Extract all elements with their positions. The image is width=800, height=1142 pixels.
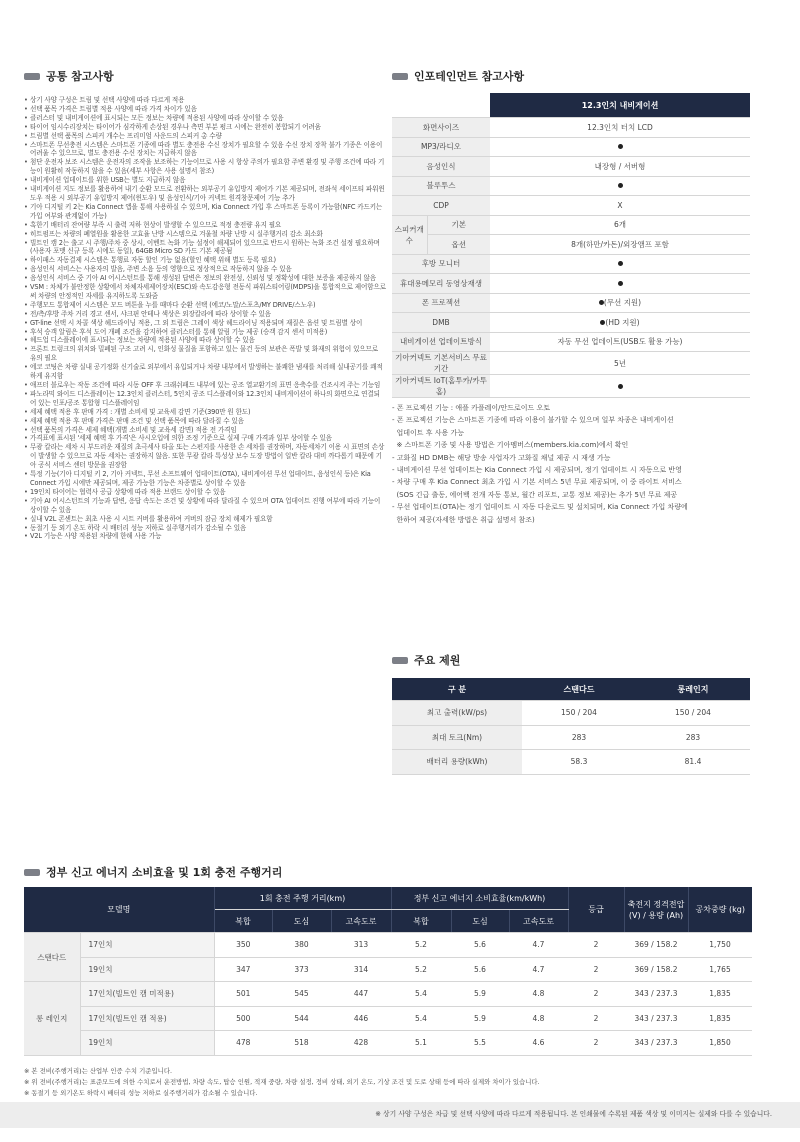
note-item: • 음성인식 서비스는 사용자의 발음, 주변 소음 등의 영향으로 정상적으로 작동하지 않을 수 있음: [24, 265, 386, 274]
infotainment-table: [392, 93, 750, 398]
note-item: • 애프터 블로우는 작동 조건에 따라 시동 OFF 후 크래쉬패드 내부에 있는 공조 열교환기의 표면 응축수를 건조시켜 주는 기능임: [24, 381, 386, 390]
energy-value: 313: [331, 933, 391, 958]
spec-row-value: 283: [636, 725, 750, 750]
note-item: • 트림별 선택 품목의 스피커 개수는 프리미엄 사운드의 스피커 총 수량: [24, 132, 386, 141]
note-item: • 상기 사양 구성은 트림 및 선택 사양에 따라 다르게 적용: [24, 96, 386, 105]
filled-dot-icon: [600, 320, 605, 325]
info-note-line: - 폰 프로젝션 기능은 스마트폰 기종에 따라 이용이 불가할 수 있으며 일부 차종은 내비게이션: [392, 416, 674, 425]
filled-dot-icon: [618, 261, 623, 266]
info-header-cell: 12.3인치 내비게이션: [490, 93, 750, 118]
spec-header-cell: 롱레인지: [636, 678, 750, 701]
energy-value: 5.1: [391, 1031, 451, 1056]
energy-value: 369 / 158.2: [624, 933, 688, 958]
section-marker: [24, 869, 40, 876]
info-row-value: [490, 375, 750, 398]
info-row-label: 기아커넥트 기본서비스 무료기간: [392, 352, 490, 375]
note-item: • 헤드업 디스플레이에 표시되는 정보는 차량에 적용된 사양에 따라 상이할 수 있음: [24, 336, 386, 345]
spec-row-label: 배터리 용량(kWh): [392, 750, 522, 775]
energy-header-battery: 축전지 정격전압 (V) / 용량 (Ah): [624, 887, 688, 933]
energy-value: 4.7: [509, 957, 568, 982]
note-item: • 파노라믹 와이드 디스플레이는 12.3인치 클러스터, 5인치 공조 디스플레이와 12.3인치 내비게이션이 하나의 화면으로 연결되어 있는 인포/공조 통합형 디스플레이임: [24, 390, 386, 408]
note-item: • 선택 품목 가격은 트림별 적용 사양에 따라 가격 차이가 있음: [24, 105, 386, 114]
info-row-value: 12.3인치 터치 LCD: [490, 118, 750, 138]
note-item: • V2L 기능은 사양 적용된 차량에 한해 사용 가능: [24, 532, 386, 541]
energy-value: 380: [272, 933, 331, 958]
energy-subheader-cell: 복합: [391, 910, 451, 933]
infotainment-title-text: 인포테인먼트 참고사항: [414, 70, 525, 83]
info-row: [392, 293, 750, 313]
info-note-line: ※ 스마트폰 기종 및 사용 방법은 기아멤버스(members.kia.com)에서 확인: [392, 441, 629, 450]
note-item: • 19인치 타이어는 협력사 공급 상황에 따라 적용 브랜드 상이할 수 있음: [24, 488, 386, 497]
info-row-label: MP3/라디오: [392, 137, 490, 157]
energy-value: 2: [568, 933, 624, 958]
energy-value: 2: [568, 1031, 624, 1056]
energy-subheader-cell: 도심: [451, 910, 509, 933]
energy-header-range: 1회 충전 주행 거리(km): [214, 887, 391, 910]
note-item: • 기아 AI 어시스턴트의 기능과 답변, 응답 속도는 조건 및 상황에 따라 달라질 수 있으며 OTA 업데이트 진행 여부에 따라 기능이 상이할 수 있음: [24, 497, 386, 515]
info-row: [392, 118, 750, 138]
info-note-line: - 폰 프로젝션 기능 : 애플 카플레이/안드로이드 오토: [392, 404, 551, 412]
energy-value: 5.4: [391, 1006, 451, 1031]
note-item: • 하이패스 자동결제 시스템은 통행료 자동 할인 기능 없음(할인 혜택 위해 별도 등록 필요): [24, 256, 386, 265]
specs-title-text: 주요 제원: [414, 654, 461, 667]
section-marker: [392, 73, 408, 80]
info-row-value: [490, 274, 750, 294]
energy-value: 1,850: [688, 1031, 752, 1056]
note-item: • 스마트폰 무선충전 시스템은 스마트폰 기종에 따라 별도 충전용 수신 장치가 필요할 수 있음 수신 장치 장착 불가 기종은 이용이 어려울 수 있으므로, 별도 충전용 수신 장치는 지급하지 않음: [24, 141, 386, 159]
energy-subheader-cell: 도심: [272, 910, 331, 933]
info-row-label: 기아커넥트 IoT(홈투카/카투홈): [392, 375, 490, 398]
energy-value: 5.6: [451, 957, 509, 982]
specs-title: [392, 652, 460, 668]
energy-table: [24, 887, 752, 1056]
note-item: • 프론트 트렁크의 위치와 밀폐된 구조 고려 시, 인화성 물질을 포함하고 있는 물건 등의 보관은 폭발 및 화재의 위험이 있으므로 유의 필요: [24, 345, 386, 363]
note-item: • 가격표에 표시된 '세제 혜택 후 가격'은 사시오입에 의한 조정 기준으로 실제 구매 가격과 일부 상이할 수 있음: [24, 434, 386, 443]
energy-subheader-cell: 복합: [214, 910, 272, 933]
info-row-label: 내비게이션 업데이트방식: [392, 332, 490, 352]
spec-row: [392, 750, 750, 775]
energy-value: 5.9: [451, 982, 509, 1007]
spec-row-value: 150 / 204: [522, 701, 636, 726]
info-row-label: 블루투스: [392, 176, 490, 196]
energy-value: 343 / 237.3: [624, 1031, 688, 1056]
note-item: • 특정 기능(기아 디지털 키 2, 기아 커넥트, 무선 소프트웨어 업데이트(OTA), 내비게이션 무선 업데이트, 음성인식 등)은 Kia Connect 가입 시에만 제공되며, 제공 가능한 기능은 차종별로 상이할 수 있음: [24, 470, 386, 488]
info-row-value: (HD 지원): [490, 313, 750, 333]
info-row-value: 8개(하만/카돈)/외장앰프 포함: [490, 235, 750, 255]
energy-header-grade: 등급: [568, 887, 624, 933]
info-row: [392, 137, 750, 157]
energy-value: 5.2: [391, 957, 451, 982]
energy-value: 4.7: [509, 933, 568, 958]
note-item: • 세제 혜택 적용 후 판매 가격 : 개별 소비세 및 교육세 감면 기준(390만 원 한도): [24, 408, 386, 417]
section-marker: [24, 73, 40, 80]
info-header-row: [392, 93, 750, 118]
info-row-value: 6개: [490, 215, 750, 235]
info-row-value: 내장형 / 서버형: [490, 157, 750, 177]
common-notes-title-text: 공통 참고사항: [46, 70, 114, 83]
energy-value: 446: [331, 1006, 391, 1031]
energy-group-label: 스탠다드: [24, 933, 80, 982]
info-row: [392, 176, 750, 196]
info-row: [392, 254, 750, 274]
info-note-line: - 무선 업데이트(OTA)는 정기 업데이트 시 자동 다운로드 및 설치되며, Kia Connect 가입 차량에: [392, 503, 688, 512]
info-row-label: DMB: [392, 313, 490, 333]
energy-value: 5.6: [451, 933, 509, 958]
info-row-value: [490, 254, 750, 274]
energy-trim-label: 19인치: [80, 1031, 214, 1056]
info-note-line: - 고화질 HD DMB는 해당 방송 사업자가 고화질 채널 제공 시 재생 가능: [392, 453, 611, 462]
energy-header-weight: 공차중량 (kg): [688, 887, 752, 933]
spec-row-label: 최고 출력(kW/ps): [392, 701, 522, 726]
note-item: • 후석 승객 알림은 후석 도어 개폐 조건을 감지하여 클러스터를 통해 알림 기능 제공 (승객 감지 센서 미적용): [24, 328, 386, 337]
note-item: • VSM : 차체가 불안정한 상황에서 차체자세제어장치(ESC)와 속도감응형 전동식 파워스티어링(MDPS)을 통합적으로 제어함으로써 차량의 안정적인 자세를 유지하도록 도와줌: [24, 283, 386, 301]
info-row: [392, 332, 750, 352]
energy-value: 5.4: [391, 982, 451, 1007]
note-item: • 전/측/후방 주차 거리 경고 센서, 샤크핀 안테나 색상은 외장칼라에 따라 상이할 수 있음: [24, 310, 386, 319]
spec-row-label: 최대 토크(Nm): [392, 725, 522, 750]
energy-value: 5.2: [391, 933, 451, 958]
spec-row-value: 58.3: [522, 750, 636, 775]
energy-header-row: [24, 887, 752, 910]
energy-value: 447: [331, 982, 391, 1007]
note-item: • 혹한기 배터리 잔여량 부족 시 출력 저하 현상이 발생할 수 있으므로 적정 충전량 유지 필요: [24, 221, 386, 230]
info-row: [392, 375, 750, 398]
info-row-label: 후방 모니터: [392, 254, 490, 274]
info-row: [392, 157, 750, 177]
spec-table: [392, 678, 750, 775]
filled-dot-icon: [599, 300, 604, 305]
note-item: • 무광 칼라는 세차 시 부드러운 재질의 초극세사 타올 또는 스펀지를 사용한 손 세차를 권장하며, 자동세차기 이용 시 표면의 손상이 발생할 수 있으므로 자동 세차는 권장하지 않음. 또한 무광 칼라 특성상 보수 도장 방법이 일반 칼라 대비 까다롭기 때문에 기아 공식 서비스 센터 방문을 권장함: [24, 443, 386, 470]
info-note-line: 한하여 제공(자세한 방법은 취급 설명서 참조): [392, 515, 535, 524]
note-item: • 에코 코팅은 차량 실내 공기정화 신기술로 외부에서 유입되거나 차량 내부에서 발생하는 불쾌한 냄새를 처리해 실내공기를 쾌적하게 유지함: [24, 363, 386, 381]
energy-value: 369 / 158.2: [624, 957, 688, 982]
info-row: [392, 274, 750, 294]
energy-row: [24, 957, 752, 982]
energy-value: 500: [214, 1006, 272, 1031]
spec-row: [392, 701, 750, 726]
energy-value: 4.8: [509, 982, 568, 1007]
energy-notes: [24, 1066, 764, 1099]
energy-header-efficiency: 정부 신고 에너지 소비효율(km/kWh): [391, 887, 568, 910]
energy-value: 2: [568, 1006, 624, 1031]
info-row-value: 5년: [490, 352, 750, 375]
info-row-label: 음성인식: [392, 157, 490, 177]
energy-trim-label: 19인치: [80, 957, 214, 982]
info-note-line: - 내비게이션 무선 업데이트는 Kia Connect 가입 시 제공되며, 정기 업데이트 시 자동으로 반영: [392, 466, 682, 475]
energy-value: 4.6: [509, 1031, 568, 1056]
energy-value: 343 / 237.3: [624, 982, 688, 1007]
energy-value: 1,835: [688, 1006, 752, 1031]
energy-value: 343 / 237.3: [624, 1006, 688, 1031]
energy-row: [24, 1031, 752, 1056]
spec-row-value: 81.4: [636, 750, 750, 775]
spec-row: [392, 725, 750, 750]
energy-value: 1,835: [688, 982, 752, 1007]
energy-value: 518: [272, 1031, 331, 1056]
note-item: • 첨단 운전자 보조 시스템은 운전자의 조작을 보조하는 기능이므로 사용 시 항상 주의가 필요함 주변 환경 및 주행 조건에 따라 기능이 원활히 작동하지 않을 수 있음(세부 사항은 사용 설명서 참조): [24, 158, 386, 176]
energy-value: 544: [272, 1006, 331, 1031]
spec-header-cell: 스탠다드: [522, 678, 636, 701]
energy-value: 2: [568, 982, 624, 1007]
spec-row-value: 283: [522, 725, 636, 750]
energy-trim-label: 17인치: [80, 933, 214, 958]
note-item: • 실내 V2L 콘센트는 최초 사용 시 시트 커버를 활용하여 커버의 잠금 장치 해제가 필요함: [24, 515, 386, 524]
energy-value: 1,750: [688, 933, 752, 958]
energy-title-text: 정부 신고 에너지 소비효율 및 1회 충전 주행거리: [46, 866, 283, 879]
energy-value: 5.5: [451, 1031, 509, 1056]
infotainment-title: [392, 68, 524, 84]
energy-group-label: 롱 레인지: [24, 982, 80, 1056]
energy-note-line: ※ 동절기 등 외기온도 하락시 배터리 성능 저하로 실주행거리가 감소될 수 있습니다.: [24, 1089, 258, 1097]
energy-row: [24, 933, 752, 958]
note-item: • 내비게이션 업데이트를 위한 USB는 별도 지급하지 않음: [24, 176, 386, 185]
energy-note-line: ※ 본 전비(주행거리)는 산업부 인증 수치 기준입니다.: [24, 1067, 173, 1075]
filled-dot-icon: [618, 281, 623, 286]
energy-subheader-cell: 고속도로: [509, 910, 568, 933]
energy-value: 5.9: [451, 1006, 509, 1031]
infotainment-notes: [392, 402, 752, 526]
info-row-value: (무선 지원): [490, 293, 750, 313]
note-item: • 빌트인 캠 2는 출고 시 주행/주차 중 상시, 이벤트 녹화 기능 설정이 해제되어 있으므로 반드시 원하는 녹화 조건 설정 필요하며 (사용자 포맷 신규 등록 시에도 동일), 64GB Micro SD 카드 기본 제공됨: [24, 239, 386, 257]
energy-value: 373: [272, 957, 331, 982]
info-row-value: [490, 137, 750, 157]
energy-value: 545: [272, 982, 331, 1007]
info-row-label: 폰 프로젝션: [392, 293, 490, 313]
info-row-label: 휴대용메모리 동영상재생: [392, 274, 490, 294]
note-item: • 타이어 임시수리장치는 타이어가 심각하게 손상된 경우나 측면 부분 펑크 시에는 완전히 봉합되기 어려움: [24, 123, 386, 132]
info-row-sublabel: 옵션: [427, 235, 490, 255]
energy-trim-label: 17인치(빌트인 캠 적용): [80, 1006, 214, 1031]
info-row: [392, 352, 750, 375]
info-row-label: 화면사이즈: [392, 118, 490, 138]
info-row: [392, 313, 750, 333]
energy-value: 2: [568, 957, 624, 982]
energy-trim-label: 17인치(빌트인 캠 미적용): [80, 982, 214, 1007]
footer-note: ※ 상기 사양 구성은 차급 및 선택 사양에 따라 다르게 적용됩니다. 본 인쇄물에 수록된 제품 색상 및 이미지는 실제와 다를 수 있습니다.: [375, 1110, 772, 1118]
energy-value: 347: [214, 957, 272, 982]
filled-dot-icon: [618, 183, 623, 188]
energy-value: 478: [214, 1031, 272, 1056]
info-row-value: X: [490, 196, 750, 216]
energy-value: 501: [214, 982, 272, 1007]
header-empty-cell: [392, 93, 490, 118]
info-note-line: - 차량 구매 후 Kia Connect 최초 가입 시 기본 서비스 5년 무료 제공되며, 이 중 라이트 서비스: [392, 478, 682, 487]
note-item: • 동절기 등 외기 온도 하락 시 배터리 성능 저하로 실주행거리가 감소될 수 있음: [24, 524, 386, 533]
info-row-label: 스피커개수: [392, 215, 427, 254]
info-row: [392, 196, 750, 216]
energy-subheader-cell: 고속도로: [331, 910, 391, 933]
note-item: • 음성인식 서비스 중 기아 AI 어시스턴트를 통해 생성된 답변은 정보의 완전성, 신뢰성 및 정확성에 대한 보증을 제공하지 않음: [24, 274, 386, 283]
info-row-value: [490, 176, 750, 196]
note-item: • 클러스터 및 내비게이션에 표시되는 모든 정보는 차량에 적용된 사양에 따라 상이할 수 있음: [24, 114, 386, 123]
energy-value: 1,765: [688, 957, 752, 982]
info-note-line: 업데이트 후 사용 가능: [392, 428, 464, 437]
energy-title: [24, 864, 282, 880]
note-item: • 주행모드 통합제어 시스템은 모드 버튼을 누를 때마다 순환 선택 (에코/노말/스포츠/MY DRIVE/스노우): [24, 301, 386, 310]
energy-note-line: ※ 위 전비(주행거리)는 표준모드에 의한 수치로서 운전방법, 차량 속도, 탑승 인원, 적재 중량, 차량 설정, 정비 상태, 외기 온도, 기상 조건 및 도로 상태 등에 따라 실제와 차이가 있습니다.: [24, 1078, 540, 1086]
energy-value: 428: [331, 1031, 391, 1056]
common-notes-list: [24, 96, 386, 541]
info-row-label: CDP: [392, 196, 490, 216]
spec-row-value: 150 / 204: [636, 701, 750, 726]
note-item: • 기아 디지털 키 2는 Kia Connect 앱을 통해 사용하실 수 있으며, Kia Connect 가입 후 스마트폰 등록이 가능함(NFC 카드키는 가입 여부와 관계없이 가능): [24, 203, 386, 221]
info-row: [392, 215, 750, 235]
energy-row: [24, 1006, 752, 1031]
energy-value: 350: [214, 933, 272, 958]
info-row-sublabel: 기본: [427, 215, 490, 235]
info-row-value: 자동 무선 업데이트(USB도 활용 가능): [490, 332, 750, 352]
filled-dot-icon: [618, 144, 623, 149]
energy-value: 4.8: [509, 1006, 568, 1031]
spec-header-row: [392, 678, 750, 701]
note-item: • 선택 품목의 가격은 세제 혜택(개별 소비세 및 교육세 감면) 적용 전 가격임: [24, 426, 386, 435]
note-item: • GT-line 선택 시 차콜 색상 헤드라이닝 적용, 그 외 트림은 그레이 색상 헤드라이닝 적용되며 재질은 옵션 및 트림별 상이: [24, 319, 386, 328]
energy-header-model: 모델명: [24, 887, 214, 933]
energy-value: 314: [331, 957, 391, 982]
spec-header-cell: 구 분: [392, 678, 522, 701]
section-marker: [392, 657, 408, 664]
common-notes-title: [24, 68, 114, 84]
note-item: • 히트펌프는 차량의 폐열원을 활용한 고효율 난방 시스템으로 겨울철 차량 난방 시 실주행거리 감소 최소화: [24, 230, 386, 239]
info-row: [392, 235, 750, 255]
info-note-line: (SOS 긴급 출동, 에어백 전개 자동 통보, 월간 리포트, 교통 정보 제공)는 추가 5년 무료 제공: [392, 490, 678, 499]
note-item: • 세제 혜택 적용 후 판매 가격은 판매 조건 및 선택 품목에 따라 달라질 수 있음: [24, 417, 386, 426]
energy-row: [24, 982, 752, 1007]
filled-dot-icon: [618, 384, 623, 389]
note-item: • 내비게이션 지도 정보를 활용하여 내기 순환 모드로 전환하는 외부공기 유입방지 제어가 기본 제공되며, 전좌석 세이프티 파워윈도우 적용 시 외부공기 유입방지 제어(윈도우) 및 음성인식/기아 커넥트 원격창문제어 기능 추가: [24, 185, 386, 203]
